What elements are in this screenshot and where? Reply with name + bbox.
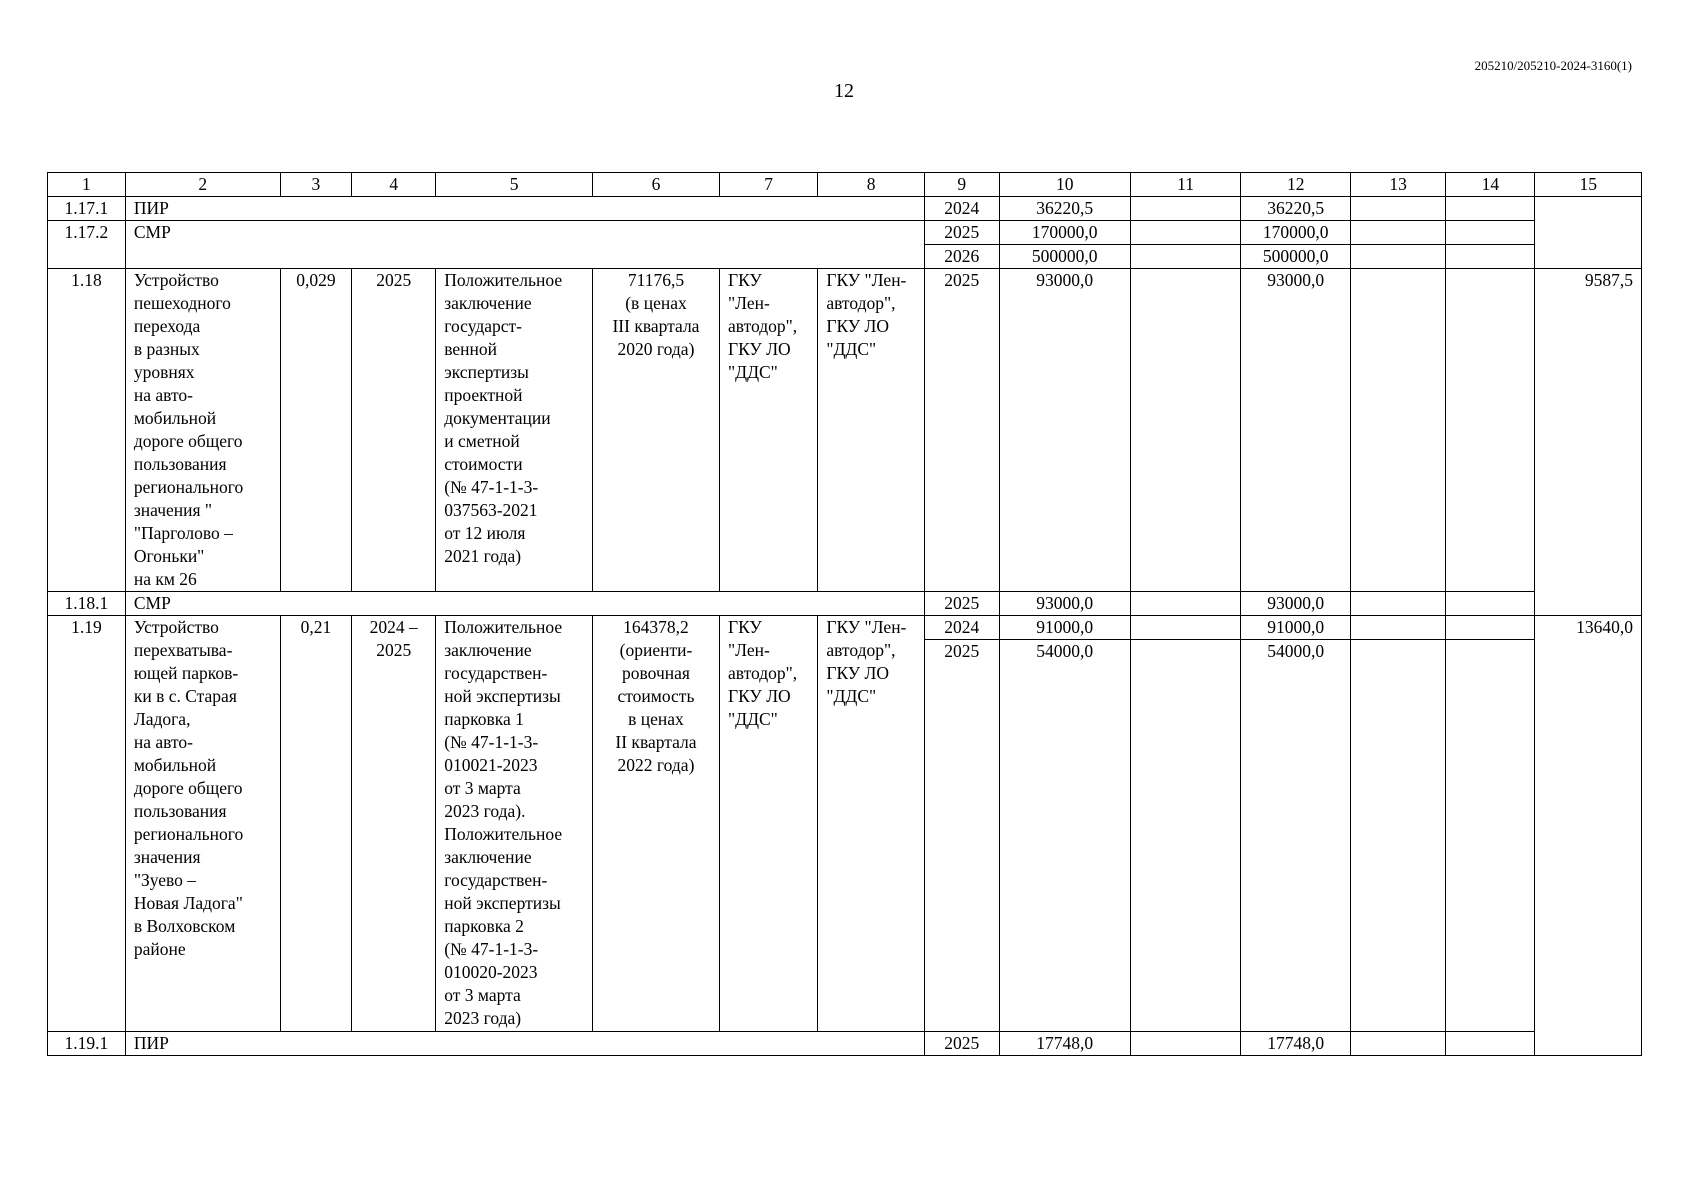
year-cell: 2025 — [924, 269, 999, 592]
amount-cell: 13640,0 — [1535, 616, 1642, 1056]
amount-cell: 500000,0 — [999, 245, 1130, 269]
amount-cell: 93000,0 — [1241, 269, 1351, 592]
amount-cell: 91000,0 — [1241, 616, 1351, 640]
empty-cell — [1446, 1032, 1535, 1056]
col-header: 1 — [48, 173, 126, 197]
amount-cell: 170000,0 — [1241, 221, 1351, 245]
row-name: ПИР — [125, 1032, 924, 1056]
col-header: 13 — [1351, 173, 1446, 197]
amount-cell: 93000,0 — [999, 592, 1130, 616]
year-cell: 2024 — [924, 197, 999, 221]
empty-cell — [1130, 197, 1241, 221]
period-cell: 2025 — [352, 269, 436, 592]
customer-cell: ГКУ "Лен- автодор", ГКУ ЛО "ДДС" — [719, 616, 817, 1032]
empty-cell — [1446, 269, 1535, 592]
amount-cell: 54000,0 — [1241, 640, 1351, 1032]
empty-cell — [1130, 616, 1241, 640]
capacity-cell: 0,21 — [280, 616, 352, 1032]
empty-cell — [1446, 197, 1535, 221]
col-header: 11 — [1130, 173, 1241, 197]
empty-cell — [1130, 245, 1241, 269]
empty-cell — [1351, 245, 1446, 269]
col-header: 2 — [125, 173, 280, 197]
expertise-cell: Положительное заключение государст- венной экспертизы проектной документации и сметной стоимости (№ 47-1-1-3- 037563-2021 от 12 июля 2021 года) — [436, 269, 593, 592]
col-header: 3 — [280, 173, 352, 197]
row-name: СМР — [125, 592, 924, 616]
empty-cell — [1130, 640, 1241, 1032]
row-number: 1.18.1 — [48, 592, 126, 616]
row-number: 1.18 — [48, 269, 126, 592]
year-cell: 2025 — [924, 1032, 999, 1056]
object-name: Устройство пешеходного перехода в разных уровнях на авто- мобильной дороге общего пользования регионального значения " "Парголово – Огоньки" на км 26 — [125, 269, 280, 592]
col-header: 8 — [818, 173, 925, 197]
year-cell: 2025 — [924, 592, 999, 616]
year-cell: 2026 — [924, 245, 999, 269]
row-number: 1.19.1 — [48, 1032, 126, 1056]
empty-cell — [1446, 221, 1535, 245]
expertise-cell: Положительное заключение государствен- ной экспертизы парковка 1 (№ 47-1-1-3- 010021-2023 от 3 марта 2023 года). Положительное заключение государствен- ной экспертизы парковка 2 (№ 47-1-1-3- 010020-2023 от 3 марта 2023 года) — [436, 616, 593, 1032]
col-header: 10 — [999, 173, 1130, 197]
cost-cell: 71176,5 (в ценах III квартала 2020 года) — [592, 269, 719, 592]
empty-cell — [1351, 197, 1446, 221]
empty-cell — [1446, 245, 1535, 269]
col-header: 12 — [1241, 173, 1351, 197]
customer-cell: ГКУ "Лен- автодор", ГКУ ЛО "ДДС" — [719, 269, 817, 592]
col-header: 15 — [1535, 173, 1642, 197]
table-row — [48, 197, 1642, 221]
column-number-row — [48, 173, 1642, 197]
empty-cell — [1130, 221, 1241, 245]
table-row — [48, 616, 1642, 640]
amount-cell: 9587,5 — [1535, 269, 1642, 616]
table-row — [48, 269, 1642, 592]
amount-cell: 93000,0 — [999, 269, 1130, 592]
table-row — [48, 1032, 1642, 1056]
developer-cell: ГКУ "Лен- автодор", ГКУ ЛО "ДДС" — [818, 616, 925, 1032]
empty-cell — [1130, 592, 1241, 616]
col-header: 4 — [352, 173, 436, 197]
row-name: ПИР — [125, 197, 924, 221]
cost-cell: 164378,2 (ориенти- ровочная стоимость в ценах II квартала 2022 года) — [592, 616, 719, 1032]
capacity-cell: 0,029 — [280, 269, 352, 592]
empty-cell — [1351, 640, 1446, 1032]
empty-cell — [1446, 616, 1535, 640]
page-number: 12 — [834, 80, 854, 102]
object-name: Устройство перехватыва- ющей парков- ки в с. Старая Ладога, на авто- мобильной дороге общего пользования регионального значения "Зуево – Новая Ладога" в Волховском районе — [125, 616, 280, 1032]
col-header: 7 — [719, 173, 817, 197]
year-cell: 2025 — [924, 221, 999, 245]
empty-cell — [1130, 269, 1241, 592]
amount-cell: 91000,0 — [999, 616, 1130, 640]
period-cell: 2024 – 2025 — [352, 616, 436, 1032]
amount-cell: 36220,5 — [1241, 197, 1351, 221]
row-name: СМР — [125, 221, 924, 269]
col-header: 9 — [924, 173, 999, 197]
empty-cell — [1351, 592, 1446, 616]
table-row — [48, 221, 1642, 245]
table-row — [48, 592, 1642, 616]
empty-cell — [1446, 592, 1535, 616]
empty-cell — [1446, 640, 1535, 1032]
amount-cell: 17748,0 — [999, 1032, 1130, 1056]
year-cell: 2025 — [924, 640, 999, 1032]
empty-cell — [1351, 1032, 1446, 1056]
empty-cell — [1351, 269, 1446, 592]
col-header: 6 — [592, 173, 719, 197]
empty-cell — [1351, 616, 1446, 640]
amount-cell: 54000,0 — [999, 640, 1130, 1032]
amount-cell: 17748,0 — [1241, 1032, 1351, 1056]
amount-cell: 93000,0 — [1241, 592, 1351, 616]
empty-cell — [1130, 1032, 1241, 1056]
row-number: 1.17.1 — [48, 197, 126, 221]
document-id: 205210/205210-2024-3160(1) — [1474, 58, 1632, 73]
empty-cell — [1351, 221, 1446, 245]
projects-table — [47, 172, 1642, 1056]
row-number: 1.19 — [48, 616, 126, 1032]
year-cell: 2024 — [924, 616, 999, 640]
col-header: 5 — [436, 173, 593, 197]
row-number: 1.17.2 — [48, 221, 126, 269]
col-header: 14 — [1446, 173, 1535, 197]
empty-cell — [1535, 197, 1642, 269]
amount-cell: 500000,0 — [1241, 245, 1351, 269]
amount-cell: 36220,5 — [999, 197, 1130, 221]
amount-cell: 170000,0 — [999, 221, 1130, 245]
developer-cell: ГКУ "Лен- автодор", ГКУ ЛО "ДДС" — [818, 269, 925, 592]
